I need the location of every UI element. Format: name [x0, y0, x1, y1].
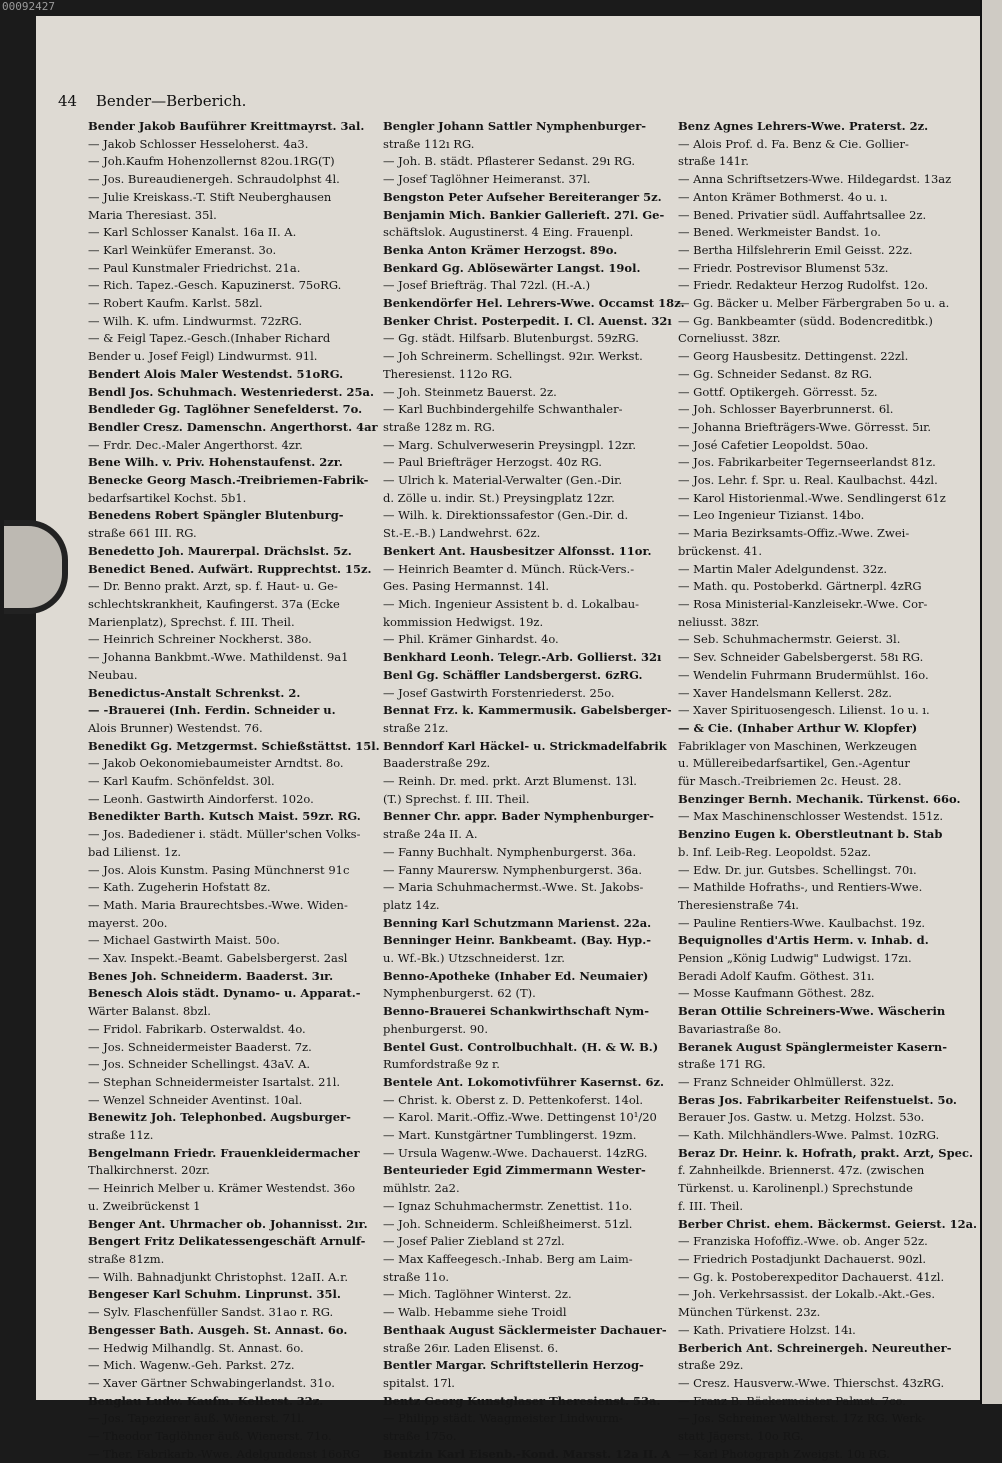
directory-entry-line: phenburgerst. 90.: [383, 1021, 489, 1036]
directory-entry-line: — Joh.Kaufm Hohenzollernst 82ou.1RG(T): [88, 154, 335, 169]
directory-entry-line: Bengelmann Friedr. Frauenkleidermacher: [88, 1145, 360, 1160]
directory-entry-line: Benner Chr. appr. Bader Nymphenburger-: [383, 809, 654, 824]
directory-entry-line: — Gg. Bäcker u. Melber Färbergraben 5o u. a.: [678, 296, 950, 311]
directory-entry-line: Benedict Bened. Aufwärt. Rupprechtst. 15z.: [88, 561, 372, 576]
directory-entry-line: — Mart. Kunstgärtner Tumblingerst. 19zm.: [383, 1128, 637, 1143]
directory-entry-line: Benglau Ludw. Kaufm. Kellerst. 32z.: [88, 1393, 324, 1408]
directory-entry-line: straße 26ır. Laden Elisenst. 6.: [383, 1340, 559, 1355]
directory-entry-line: — Sev. Schneider Gabelsbergerst. 58ı RG.: [678, 650, 924, 665]
directory-entry-line: — Kath. Zugeherin Hofstatt 8z.: [88, 880, 271, 895]
directory-entry-line: — Jakob Oekonomiebaumeister Arndtst. 8o.: [88, 756, 344, 771]
directory-entry-line: — Xaver Handelsmann Kellerst. 28z.: [678, 685, 892, 700]
directory-entry-line: straße 81zm.: [88, 1252, 165, 1266]
directory-entry-line: Bender Jakob Bauführer Kreittmayrst. 3al.: [88, 119, 365, 133]
directory-entry-line: Benzino Eugen k. Oberstleutnant b. Stab: [678, 827, 943, 842]
directory-entry-line: Benedictus-Anstalt Schrenkst. 2.: [88, 685, 301, 700]
directory-entry-line: — Dr. Benno prakt. Arzt, sp. f. Haut- u. Ge-: [88, 579, 338, 594]
directory-entry-line: — Gg. Schneider Sedanst. 8z RG.: [678, 366, 873, 381]
directory-entry-line: Bengeser Karl Schuhm. Linprunst. 35l.: [88, 1287, 341, 1302]
directory-entry-line: schlechtskrankheit, Kaufingerst. 37a (Ecke: [88, 596, 340, 611]
directory-entry-line: — Franz B. Bäckermeister Palmst. 7co.: [678, 1393, 906, 1408]
directory-entry-line: — Mich. Wagenw.-Geh. Parkst. 27z.: [88, 1358, 295, 1373]
directory-entry-line: — Phil. Krämer Ginhardst. 4o.: [383, 632, 559, 647]
directory-entry-line: — Friedrich Postadjunkt Dachauerst. 90zl.: [678, 1252, 927, 1266]
directory-entry-line: Wärter Balanst. 8bzl.: [88, 1004, 211, 1019]
page-range-title: Bender—Berberich.: [95, 92, 247, 110]
directory-entry-line: Marienplatz), Sprechst. f. III. Theil.: [88, 614, 295, 629]
directory-entry-line: — Ignaz Schuhmachermstr. Zenettist. 11o.: [383, 1198, 633, 1213]
directory-entry-line: Benker Christ. Posterpedit. I. Cl. Auenst. 32ı: [383, 313, 672, 328]
directory-entry-line: Benkendörfer Hel. Lehrers-Wwe. Occamst 18z.: [383, 296, 685, 311]
directory-entry-line: schäftslok. Augustinerst. 4 Eing. Frauenpl.: [383, 225, 634, 240]
directory-entry-line: — Anna Schriftsetzers-Wwe. Hildegardst. 13az: [678, 172, 952, 187]
directory-entry-line: Türkenst. u. Karolinenpl.) Sprechstunde: [678, 1181, 913, 1196]
page-header: [58, 92, 358, 112]
directory-entry-line: München Türkenst. 23z.: [678, 1305, 821, 1320]
directory-entry-line: mayerst. 20o.: [88, 915, 168, 930]
directory-entry-line: — Bertha Hilfslehrerin Emil Geisst. 22z.: [678, 242, 913, 257]
directory-entry-line: — Paul Briefträger Herzogst. 40z RG.: [383, 455, 602, 470]
directory-entry-line: — Josef Palier Ziebland st 27zl.: [383, 1234, 565, 1249]
directory-entry-line: — Rosa Ministerial-Kanzleisekr.-Wwe. Cor-: [678, 596, 928, 611]
directory-entry-line: Benkert Ant. Hausbesitzer Alfonsst. 11or.: [383, 543, 652, 558]
directory-entry-line: — Leonh. Gastwirth Aindorferst. 102o.: [88, 791, 314, 806]
directory-entry-line: Beraz Dr. Heinr. k. Hofrath, prakt. Arzt, Spec.: [678, 1145, 973, 1160]
directory-entry-line: Ges. Pasing Hermannst. 14l.: [383, 579, 549, 594]
directory-entry-line: bedarfsartikel Kochst. 5b1.: [88, 490, 247, 505]
directory-entry-line: — Fanny Buchhalt. Nymphenburgerst. 36a.: [383, 844, 637, 859]
directory-entry-line: — Mosse Kaufmann Göthest. 28z.: [678, 986, 875, 1001]
directory-entry-line: — Wendelin Fuhrmann Brudermühlst. 16o.: [678, 667, 929, 682]
directory-entry-line: straße 11z.: [88, 1128, 154, 1143]
directory-entry-line: — Ther. Fabrikarb.-Wwe. Adelgundenst 16oRG: [88, 1446, 361, 1461]
directory-entry-line: für Masch.-Treibriemen 2c. Heust. 28.: [678, 774, 902, 789]
directory-entry-line: — Jos. Badediener i. städt. Müller'schen Volks-: [88, 827, 361, 842]
directory-entry-line: Bendert Alois Maler Westendst. 51oRG.: [88, 366, 344, 381]
directory-entry-line: straße 128z m. RG.: [383, 419, 495, 434]
directory-entry-line: — Fanny Maurersw. Nymphenburgerst. 36a.: [383, 862, 643, 877]
directory-entry-line: mühlstr. 2a2.: [383, 1181, 460, 1196]
directory-entry-line: — Friedr. Redakteur Herzog Rudolfst. 12o.: [678, 278, 929, 293]
directory-entry-line: — Josef Briefträg. Thal 72zl. (H.-A.): [383, 278, 591, 293]
directory-entry-line: spitalst. 17l.: [383, 1375, 455, 1390]
directory-entry-line: — Christ. k. Oberst z. D. Pettenkoferst. 14ol.: [383, 1092, 644, 1107]
directory-entry-line: — Jos. Schneidermeister Baaderst. 7z.: [88, 1039, 312, 1054]
directory-entry-line: Bengston Peter Aufseher Bereiteranger 5z.: [383, 189, 662, 204]
directory-entry-line: Benka Anton Krämer Herzogst. 89o.: [383, 242, 618, 257]
directory-entry-line: u. Wf.-Bk.) Utzschneiderst. 1zr.: [383, 951, 565, 966]
directory-entry-line: — Gg. städt. Hilfsarb. Blutenburgst. 59zRG.: [383, 331, 639, 346]
directory-entry-line: Benzinger Bernh. Mechanik. Türkenst. 66o.: [678, 791, 961, 806]
directory-entry-line: — Stephan Schneidermeister Isartalst. 21l.: [88, 1074, 341, 1089]
directory-entry-line: — Kath. Milchhändlers-Wwe. Palmst. 10zRG.: [678, 1128, 940, 1143]
directory-entry-line: — Mathilde Hofraths-, und Rentiers-Wwe.: [678, 880, 923, 895]
directory-entry-line: Bequignolles d'Artis Herm. v. Inhab. d.: [678, 933, 929, 948]
directory-entry-line: — Gg. Bankbeamter (südd. Bodencreditbk.): [678, 313, 933, 328]
directory-entry-line: — Johanna Briefträgers-Wwe. Görresst. 5ır.: [678, 419, 932, 434]
directory-entry-line: Rumfordstraße 9z r.: [383, 1057, 500, 1072]
directory-entry-line: — Georg Hausbesitz. Dettingenst. 22zl.: [678, 349, 909, 364]
directory-entry-line: Benjamin Mich. Bankier Gallerieft. 27l. Ge-: [383, 207, 665, 222]
directory-entry-line: Benning Karl Schutzmann Marienst. 22a.: [383, 915, 652, 930]
directory-entry-line: Benesch Alois städt. Dynamo- u. Apparat.-: [88, 986, 361, 1001]
directory-entry-line: u. Zweibrückenst 1: [88, 1198, 201, 1213]
directory-entry-line: — Hedwig Milhandlg. St. Annast. 6o.: [88, 1340, 304, 1355]
directory-entry-line: Bavariastraße 8o.: [678, 1021, 782, 1036]
directory-entry-line: — Bened. Werkmeister Bandst. 1o.: [678, 225, 881, 240]
directory-entry-line: — Jos. Tapezierer äuß. Wienerst. 71l.: [88, 1411, 305, 1426]
directory-entry-line: Bengler Johann Sattler Nymphenburger-: [383, 119, 647, 133]
directory-entry-line: Bentz Georg Kunstglaser Theresienst. 53a.: [383, 1393, 661, 1408]
directory-entry-line: — Franz Schneider Ohlmüllerst. 32z.: [678, 1074, 895, 1089]
directory-entry-line: — Cresz. Hausverw.-Wwe. Thierschst. 43zRG.: [678, 1375, 945, 1390]
directory-entry-line: straße 141r.: [678, 154, 749, 169]
scan-id-label: 00092427: [2, 0, 55, 13]
directory-entry-line: Benedetto Joh. Maurerpal. Drächslst. 5z.: [88, 543, 352, 558]
directory-entry-line: — Max Kaffeegesch.-Inhab. Berg am Laim-: [383, 1252, 633, 1266]
directory-entry-line: Bentel Gust. Controlbuchhalt. (H. & W. B.): [383, 1039, 659, 1054]
directory-entry-line: straße 24a II. A.: [383, 827, 478, 842]
directory-entry-line: Benninger Heinr. Bankbeamt. (Bay. Hyp.-: [383, 933, 651, 948]
directory-entry-line: Bennat Frz. k. Kammermusik. Gabelsberger-: [383, 703, 672, 718]
directory-entry-line: straße 175o.: [383, 1429, 457, 1444]
directory-entry-line: platz 14z.: [383, 897, 440, 912]
directory-entry-line: brückenst. 41.: [678, 543, 763, 558]
directory-entry-line: — Jos. Alois Kunstm. Pasing Münchnerst 91c: [88, 862, 350, 877]
directory-entry-line: — Mich. Ingenieur Assistent b. d. Lokalbau-: [383, 596, 640, 611]
directory-entry-line: Berauer Jos. Gastw. u. Metzg. Holzst. 53o.: [678, 1110, 925, 1125]
directory-entry-line: — Josef Taglöhner Heimeranst. 37l.: [383, 172, 591, 187]
directory-entry-line: Bentzin Karl Eisenb.-Kond. Marsst. 12a II. A: [383, 1446, 671, 1461]
directory-entry-line: Thalkirchnerst. 20zr.: [88, 1163, 210, 1178]
directory-entry-line: — Maria Schuhmachermst.-Wwe. St. Jakobs-: [383, 880, 644, 895]
directory-entry-line: — Sylv. Flaschenfüller Sandst. 31ao r. RG.: [88, 1305, 334, 1320]
directory-entry-line: St.-E.-B.) Landwehrst. 62z.: [383, 526, 541, 541]
directory-entry-line: Maria Theresiast. 35l.: [88, 207, 217, 222]
directory-entry-line: Fabriklager von Maschinen, Werkzeugen: [678, 738, 917, 753]
directory-entry-line: — -Brauerei (Inh. Ferdin. Schneider u.: [88, 703, 336, 718]
directory-entry-line: Bendleder Gg. Taglöhner Senefelderst. 7o.: [88, 402, 363, 417]
directory-entry-line: — Anton Krämer Bothmerst. 4o u. ı.: [678, 189, 888, 204]
directory-entry-line: kommission Hedwigst. 19z.: [383, 614, 544, 629]
directory-entry-line: — Jos. Fabrikarbeiter Tegernseerlandst 81z.: [678, 455, 936, 470]
column-3: [678, 118, 978, 1461]
binder-clip: [4, 520, 68, 614]
directory-entry-line: Benes Joh. Schneiderm. Baaderst. 3ır.: [88, 968, 334, 983]
directory-entry-line: Benthaak August Säcklermeister Dachauer-: [383, 1322, 667, 1337]
directory-entry-line: Benewitz Joh. Telephonbed. Augsburger-: [88, 1110, 351, 1125]
directory-entry-line: — Wilh. Bahnadjunkt Christophst. 12aII. A.r.: [88, 1269, 348, 1284]
directory-entry-line: Benno-Apotheke (Inhaber Ed. Neumaier): [383, 968, 649, 983]
directory-entry-line: Bengesser Bath. Ausgeh. St. Annast. 6o.: [88, 1322, 348, 1337]
directory-entry-line: Beranek August Spänglermeister Kasern-: [678, 1039, 948, 1054]
directory-entry-line: Benz Agnes Lehrers-Wwe. Praterst. 2z.: [678, 119, 929, 133]
directory-entry-line: — Xaver Gärtner Schwabingerlandst. 31o.: [88, 1375, 335, 1390]
directory-entry-line: — Xaver Spirituosengesch. Lilienst. 1o u. ı.: [678, 703, 930, 718]
directory-entry-line: bad Lilienst. 1z.: [88, 844, 181, 859]
directory-entry-line: Bentler Margar. Schriftstellerin Herzog-: [383, 1358, 644, 1373]
directory-entry-line: — Karl Schlosser Kanalst. 16a II. A.: [88, 225, 297, 240]
directory-entry-line: — Gottf. Optikergeh. Görresst. 5z.: [678, 384, 878, 399]
column-1: [88, 118, 380, 1461]
directory-entry-line: — Paul Kunstmaler Friedrichst. 21a.: [88, 260, 301, 275]
directory-entry-line: Benteurieder Egid Zimmermann Wester-: [383, 1163, 646, 1178]
directory-entry-line: Pension „König Ludwig" Ludwigst. 17zı.: [678, 951, 912, 966]
directory-entry-line: — Wilh. K. ufm. Lindwurmst. 72zRG.: [88, 313, 302, 328]
directory-entry-line: — Robert Kaufm. Karlst. 58zl.: [88, 296, 263, 311]
directory-entry-line: — Martin Maler Adelgundenst. 32z.: [678, 561, 887, 576]
directory-entry-line: — Josef Gastwirth Forstenriederst. 25o.: [383, 685, 615, 700]
directory-entry-line: — Jos. Schreiner Waltherst. 17z RG. Werk-: [678, 1411, 926, 1426]
directory-entry-line: Beradi Adolf Kaufm. Göthest. 31ı.: [678, 968, 875, 983]
directory-entry-line: — Fridol. Fabrikarb. Osterwaldst. 4o.: [88, 1021, 306, 1036]
directory-entry-line: Beran Ottilie Schreiners-Wwe. Wäscherin: [678, 1004, 946, 1019]
directory-entry-line: — Jos. Schneider Schellingst. 43aV. A.: [88, 1057, 311, 1072]
directory-entry-line: — Karl Buchbindergehilfe Schwanthaler-: [383, 402, 623, 417]
directory-entry-line: — Walb. Hebamme siehe Troidl: [383, 1305, 567, 1320]
directory-entry-line: statt Jägerst. 10o RG.: [678, 1429, 804, 1444]
directory-entry-line: — Karol. Marit.-Offiz.-Wwe. Dettingenst 10¹/20: [383, 1110, 657, 1125]
directory-entry-line: Bengert Fritz Delikatessengeschäft Arnulf-: [88, 1234, 366, 1249]
directory-entry-line: — Karl Photograph Zweigst. 10ı RG.: [678, 1446, 890, 1461]
directory-entry-line: Benecke Georg Masch.-Treibriemen-Fabrik-: [88, 473, 369, 488]
directory-entry-line: straße 11o.: [383, 1269, 450, 1284]
directory-entry-line: b. Inf. Leib-Reg. Leopoldst. 52az.: [678, 844, 872, 859]
directory-entry-line: Corneliusst. 38zr.: [678, 331, 781, 346]
directory-entry-line: — Maria Bezirksamts-Offiz.-Wwe. Zwei-: [678, 526, 910, 541]
directory-entry-line: Bendl Jos. Schuhmach. Westenriederst. 25a.: [88, 384, 374, 399]
page-number: 44: [58, 92, 78, 110]
directory-entry-line: d. Zölle u. indir. St.) Preysingplatz 12zr.: [383, 490, 615, 505]
directory-entry-line: — Math. qu. Postoberkd. Gärtnerpl. 4zRG: [678, 579, 922, 594]
directory-entry-line: Bene Wilh. v. Priv. Hohenstaufenst. 2zr.: [88, 455, 343, 470]
directory-entry-line: — Heinrich Schreiner Nockherst. 38o.: [88, 632, 312, 647]
directory-entry-line: Theresienst. 112o RG.: [383, 366, 513, 381]
directory-entry-line: Beras Jos. Fabrikarbeiter Reifenstuelst. 5o.: [678, 1092, 957, 1107]
directory-entry-line: Benl Gg. Schäffler Landsbergerst. 6zRG.: [383, 667, 643, 682]
directory-entry-line: straße 171 RG.: [678, 1057, 766, 1072]
directory-entry-line: Theresienstraße 74ı.: [678, 897, 799, 912]
directory-entry-line: — Edw. Dr. jur. Gutsbes. Schellingst. 70ı.: [678, 862, 917, 877]
directory-entry-line: — Karl Weinküfer Emeranst. 3o.: [88, 242, 277, 257]
directory-entry-line: — Wilh. k. Direktionssafestor (Gen.-Dir. d.: [383, 508, 629, 523]
directory-entry-line: straße 29z.: [678, 1358, 744, 1373]
directory-entry-line: — Alois Prof. d. Fa. Benz & Cie. Gollier-: [678, 136, 909, 151]
directory-entry-line: — Frdr. Dec.-Maler Angerthorst. 4zr.: [88, 437, 303, 452]
directory-entry-line: — Reinh. Dr. med. prkt. Arzt Blumenst. 13l.: [383, 774, 637, 789]
directory-entry-line: Bentele Ant. Lokomotivführer Kasernst. 6z.: [383, 1074, 665, 1089]
directory-entry-line: Benedens Robert Spängler Blutenburg-: [88, 508, 344, 523]
directory-entry-line: Bender u. Josef Feigl) Lindwurmst. 91l.: [88, 349, 318, 364]
directory-entry-line: — Math. Maria Braurechtsbes.-Wwe. Widen-: [88, 897, 348, 912]
directory-entry-line: — Franziska Hofoffiz.-Wwe. ob. Anger 52z.: [678, 1234, 928, 1249]
directory-entry-line: Benger Ant. Uhrmacher ob. Johannisst. 2ır.: [88, 1216, 368, 1231]
directory-entry-line: straße 112ı RG.: [383, 136, 475, 151]
directory-entry-line: — Pauline Rentiers-Wwe. Kaulbachst. 19z.: [678, 915, 926, 930]
directory-entry-line: — Johanna Bankbmt.-Wwe. Mathildenst. 9a1: [88, 650, 349, 665]
directory-entry-line: — & Cie. (Inhaber Arthur W. Klopfer): [678, 720, 918, 735]
directory-entry-line: — Rich. Tapez.-Gesch. Kapuzinerst. 75oRG.: [88, 278, 342, 293]
directory-entry-line: — Max Maschinenschlosser Westendst. 151z.: [678, 809, 943, 824]
directory-entry-line: u. Müllereibedarfsartikel, Gen.-Agentur: [678, 756, 910, 771]
directory-entry-line: — Kath. Privatiere Holzst. 14ı.: [678, 1322, 856, 1337]
directory-entry-line: straße 661 III. RG.: [88, 526, 197, 541]
directory-entry-line: neliusst. 38zr.: [678, 614, 760, 629]
adjacent-page-edge: [980, 0, 1002, 1404]
directory-entry-line: — Xav. Inspekt.-Beamt. Gabelsbergerst. 2asl: [88, 951, 348, 966]
directory-entry-line: Bendler Cresz. Damenschn. Angerthorst. 4ar: [88, 419, 378, 434]
directory-entry-line: — Joh Schreinerm. Schellingst. 92ır. Werkst.: [383, 349, 643, 364]
directory-entry-line: — Marg. Schulverweserin Preysingpl. 12zr.: [383, 437, 636, 452]
directory-entry-line: — Joh. Steinmetz Bauerst. 2z.: [383, 384, 557, 399]
directory-entry-line: Neubau.: [88, 667, 138, 682]
directory-entry-line: — Gg. k. Postoberexpeditor Dachauerst. 41zl.: [678, 1269, 945, 1284]
directory-entry-line: Benkard Gg. Ablösewärter Langst. 19ol.: [383, 260, 641, 275]
directory-entry-line: f. III. Theil.: [678, 1198, 743, 1213]
directory-entry-line: (T.) Sprechst. f. III. Theil.: [383, 791, 530, 806]
directory-entry-line: Benedikter Barth. Kutsch Maist. 59zr. RG.: [88, 809, 361, 824]
directory-entry-line: — Philipp städt. Waagmeister Lindwurm-: [383, 1411, 623, 1426]
directory-entry-line: Nymphenburgerst. 62 (T).: [383, 986, 536, 1001]
directory-entry-line: Benno-Brauerei Schankwirthschaft Nym-: [383, 1004, 649, 1019]
directory-entry-line: — Ulrich k. Material-Verwalter (Gen.-Dir.: [383, 473, 623, 488]
directory-entry-line: — Joh. B. städt. Pflasterer Sedanst. 29ı RG.: [383, 154, 636, 169]
directory-entry-line: Benndorf Karl Häckel- u. Strickmadelfabrik: [383, 738, 667, 753]
directory-entry-line: Benedikt Gg. Metzgermst. Schießstättst. 15l.: [88, 738, 380, 753]
directory-entry-line: — Friedr. Postrevisor Blumenst 53z.: [678, 260, 889, 275]
directory-entry-line: — Karl Kaufm. Schönfeldst. 30l.: [88, 774, 275, 789]
directory-entry-line: — Leo Ingenieur Tizianst. 14bo.: [678, 508, 865, 523]
directory-entry-line: straße 21z.: [383, 720, 449, 735]
directory-entry-line: — Wenzel Schneider Aventinst. 10al.: [88, 1092, 303, 1107]
directory-entry-line: Alois Brunner) Westendst. 76.: [88, 720, 263, 735]
directory-entry-line: — Joh. Schlosser Bayerbrunnerst. 6l.: [678, 402, 894, 417]
directory-entry-line: — & Feigl Tapez.-Gesch.(Inhaber Richard: [88, 331, 331, 346]
directory-entry-line: f. Zahnheilkde. Briennerst. 47z. (zwischen: [678, 1163, 925, 1178]
directory-entry-line: — Joh. Schneiderm. Schleißheimerst. 51zl.: [383, 1216, 633, 1231]
directory-entry-line: Baaderstraße 29z.: [383, 756, 491, 771]
directory-entry-line: — Jos. Bureaudienergeh. Schraudolphst 4l.: [88, 172, 340, 187]
directory-entry-line: Benkhard Leonh. Telegr.-Arb. Gollierst. 32ı: [383, 650, 662, 665]
directory-entry-line: — Karol Historienmal.-Wwe. Sendlingerst 61z: [678, 490, 946, 505]
directory-entry-line: — Bened. Privatier südl. Auffahrtsallee 2z.: [678, 207, 927, 222]
column-2: [383, 118, 685, 1461]
directory-entry-line: — Seb. Schuhmachermstr. Geierst. 3l.: [678, 632, 901, 647]
directory-entry-line: — Julie Kreiskass.-T. Stift Neuberghausen: [88, 189, 332, 204]
directory-entry-line: — Jos. Lehr. f. Spr. u. Real. Kaulbachst. 44zl.: [678, 473, 938, 488]
directory-entry-line: — Theodor Taglöhner äuß. Wienerst. 71o.: [88, 1429, 332, 1444]
directory-entry-line: — Heinrich Melber u. Krämer Westendst. 36o: [88, 1181, 356, 1196]
directory-entry-line: Berber Christ. ehem. Bäckermst. Geierst. 12a.: [678, 1216, 978, 1231]
directory-entry-line: — Heinrich Beamter d. Münch. Rück-Vers.-: [383, 561, 635, 576]
directory-entry-line: Berberich Ant. Schreinergeh. Neureuther-: [678, 1340, 952, 1355]
directory-entry-line: — José Cafetier Leopoldst. 50ao.: [678, 437, 869, 452]
directory-entry-line: — Ursula Wagenw.-Wwe. Dachauerst. 14zRG.: [383, 1145, 648, 1160]
directory-entry-line: — Jakob Schlosser Hesseloherst. 4a3.: [88, 136, 309, 151]
directory-entry-line: — Michael Gastwirth Maist. 50o.: [88, 933, 280, 948]
directory-entry-line: — Joh. Verkehrsassist. der Lokalb.-Akt.-Ges.: [678, 1287, 935, 1302]
directory-entry-line: — Mich. Taglöhner Winterst. 2z.: [383, 1287, 572, 1302]
